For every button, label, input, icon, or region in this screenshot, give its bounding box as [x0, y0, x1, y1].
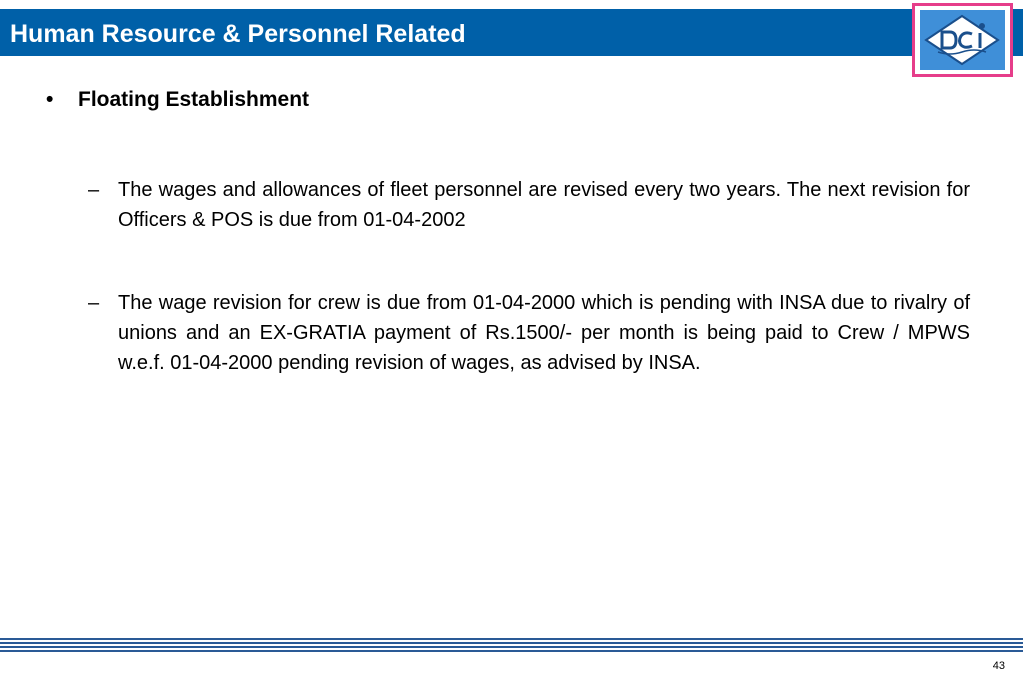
footer-divider: [0, 638, 1023, 654]
sub-item-text: The wage revision for crew is due from 01-04-2000 which is pending with INSA due to rivalry of unions and an EX-GRATIA payment of Rs.1500/- per month is being paid to Crew / MPWS w.e.f. 01-04-2000 pending revision of wages, as advised by INSA.: [118, 292, 970, 374]
page-title: Human Resource & Personnel Related: [10, 20, 466, 48]
organization-logo-icon: [920, 10, 1005, 70]
sub-item: [88, 175, 970, 235]
sub-item-text: The wages and allowances of fleet personnel are revised every two years. The next revision for Officers & POS is due from 01-04-2002: [118, 179, 970, 231]
title-bar: [0, 9, 1023, 56]
dash-icon: –: [88, 292, 100, 314]
page-number: 43: [992, 660, 1005, 672]
section-heading: [46, 87, 309, 113]
dash-icon: –: [88, 179, 100, 201]
logo-frame: [912, 3, 1013, 77]
bullet-icon: •: [46, 88, 54, 111]
section-heading-text: Floating Establishment: [78, 88, 310, 111]
sub-item: [88, 288, 970, 378]
